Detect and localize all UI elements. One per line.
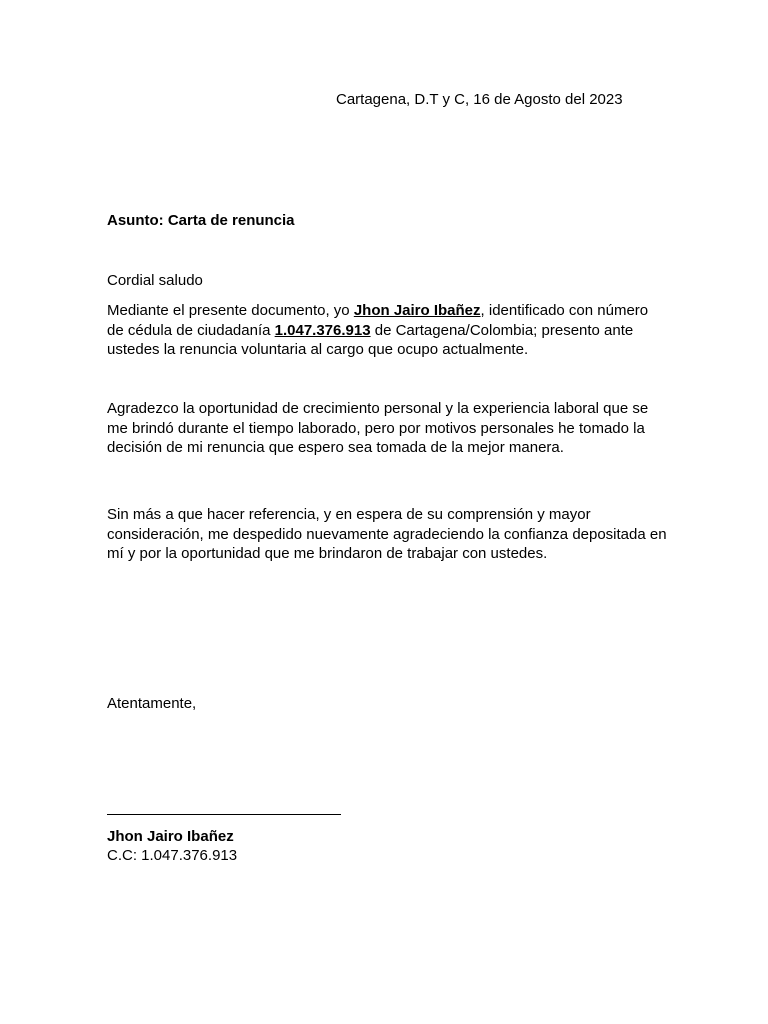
paragraph-gratitude: Agradezco la oportunidad de crecimiento personal y la experiencia laboral que se me brindó durante el tiempo laborado, pero por motivos personales he tomado la decisión de mi renuncia que espero sea tomada de la mejor manera. bbox=[107, 400, 649, 457]
paragraph-text: , identificado con número de cédula de ciudadanía bbox=[107, 302, 649, 339]
id-number: 1.047.376.913 bbox=[274, 321, 371, 339]
paragraph-farewell: Sin más a que hacer referencia, y en espera de su comprensión y mayor consideración, me despedido nuevamente agradeciendo la confianza depositada en mí y por la oportunidad que me brindaron de trabajar con ustedes. bbox=[107, 506, 667, 563]
signature-line bbox=[107, 814, 341, 815]
signature-name: Jhon Jairo Ibañez bbox=[107, 828, 234, 845]
date-line: Cartagena, D.T y C, 16 de Agosto del 2023 bbox=[336, 91, 623, 108]
paragraph-text: de Cartagena/Colombia; presento ante ustedes la renuncia voluntaria al cargo que ocupo actualmente. bbox=[107, 321, 634, 359]
employee-name: Jhon Jairo Ibañez bbox=[353, 302, 481, 319]
paragraph-resignation bbox=[107, 301, 667, 360]
paragraph-text: Mediante el presente documento, yo bbox=[107, 302, 354, 319]
signature-id: C.C: 1.047.376.913 bbox=[107, 847, 238, 864]
subject-line: Asunto: Carta de renuncia bbox=[107, 212, 295, 229]
greeting: Cordial saludo bbox=[107, 272, 203, 289]
closing: Atentamente, bbox=[107, 695, 197, 712]
